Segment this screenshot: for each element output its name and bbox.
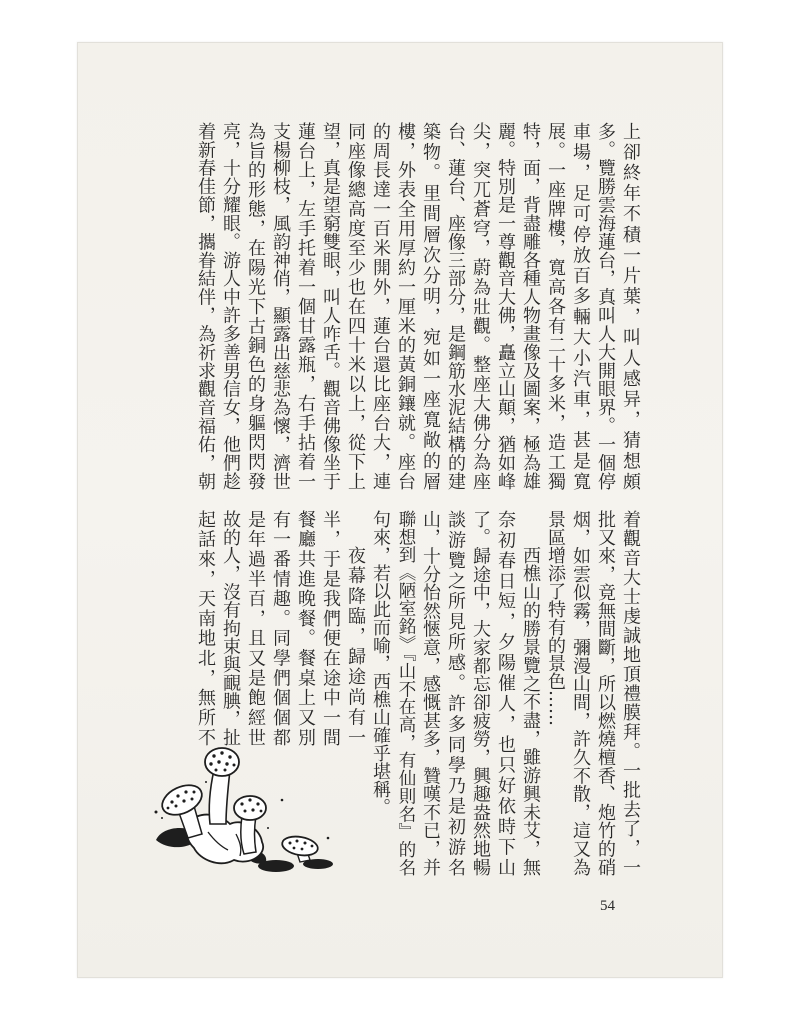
text-column: 着觀音大士虔誠地頂禮膜拜。一批去了，一	[620, 510, 641, 876]
upper-text-block	[193, 122, 643, 490]
mushroom-shape-tall	[205, 748, 239, 824]
text-column: 望，真是望窮雙眼，叫人咋舌。觀音佛像坐于	[320, 122, 341, 490]
text-column: 半，于是我們便在途中一間	[320, 510, 341, 746]
text-column: 奈初春日短，夕陽催人，也只好依時下山	[495, 510, 516, 876]
text-column: 車場，足可停放百多輛大小汽車，甚是寬	[570, 122, 591, 490]
text-column: 景區增添了特有的景色……	[545, 510, 566, 726]
page-number: 54	[600, 898, 615, 914]
text-column: 展。一座牌樓，寬高各有二十多米，造工獨	[545, 122, 566, 490]
text-column: 支楊柳枝，風韵神俏，顯露出慈悲為懷，濟世	[270, 122, 291, 490]
text-column: 築物。里間層次分明，宛如一座寬敞的層	[420, 122, 441, 490]
text-column: 餐廳共進晚餐。餐桌上又別	[295, 510, 316, 746]
mushroom-illustration	[150, 742, 340, 877]
text-column: 西樵山的勝景覽之不盡，雖游興未艾，無	[520, 546, 541, 876]
text-column: 為旨的形態，在陽光下古銅色的身軀閃閃發	[245, 122, 266, 490]
text-column: 了。歸途中，大家都忘卻疲勞，興趣盎然地暢	[470, 510, 491, 876]
text-column: 談游覽之所見所感。許多同學乃是初游名	[445, 510, 466, 876]
text-column: 山，十分怡然愜意，感慨甚多，贊嘆不已，并	[420, 510, 441, 876]
text-column: 台、蓮台、座像三部分，是鋼筋水泥結構的建	[445, 122, 466, 490]
text-column: 亮，十分耀眼。游人中許多善男信女，他們趁	[220, 122, 241, 490]
text-column: 特，面，背盡雕各種人物畫像及圖案，極為雄	[520, 122, 541, 490]
text-column: 着新春佳節，攜眷結伴，為祈求觀音福佑，朝	[195, 122, 216, 490]
text-column: 麗。特別是一尊觀音大佛，矗立山顛，猶如峰	[495, 122, 516, 490]
text-column: 句來，若以此而喻，西樵山確乎堪稱。	[370, 510, 391, 816]
text-column: 的周長達一百米開外，蓮台還比座台大，連	[370, 122, 391, 490]
text-column: 有一番情趣。同學們個個都	[270, 510, 291, 746]
text-column: 蓮台上，左手托着一個甘露瓶，右手拈着一	[295, 122, 316, 490]
text-column: 故的人，沒有拘束與靦腆，扯	[220, 510, 241, 746]
text-column: 聯想到《陋室銘》『山不在高，有仙則名』的名	[396, 510, 416, 876]
text-column: 批又來，竟無間斷，所以燃燒檀香、炮竹的硝	[595, 510, 616, 876]
text-column: 上卻終年不積一片葉，叫人感异，猜想頗	[620, 122, 641, 490]
text-column: 尖，突兀蒼穹，蔚為壯觀。整座大佛分為座	[470, 122, 491, 490]
text-column: 夜幕降臨，歸途尚有一	[345, 546, 366, 746]
text-column: 起話來，天南地北，無所不	[195, 510, 216, 746]
mushroom-shape-right	[281, 834, 320, 862]
text-column: 是年過半百，且又是飽經世	[245, 510, 266, 746]
lower-left-text-block	[193, 510, 368, 746]
lower-right-text-block	[368, 510, 643, 876]
text-column: 同座像總高度至少也在四十米以上，從下上	[345, 122, 366, 490]
text-column: 烟，如雲似霧，彌漫山間，許久不散，這又為	[570, 510, 591, 876]
text-column: 多。覽勝雲海蓮台，真叫人大開眼界。一個停	[595, 122, 616, 490]
text-column: 樓，外表全用厚約一厘米的黃銅鑲就。座台	[395, 122, 416, 490]
